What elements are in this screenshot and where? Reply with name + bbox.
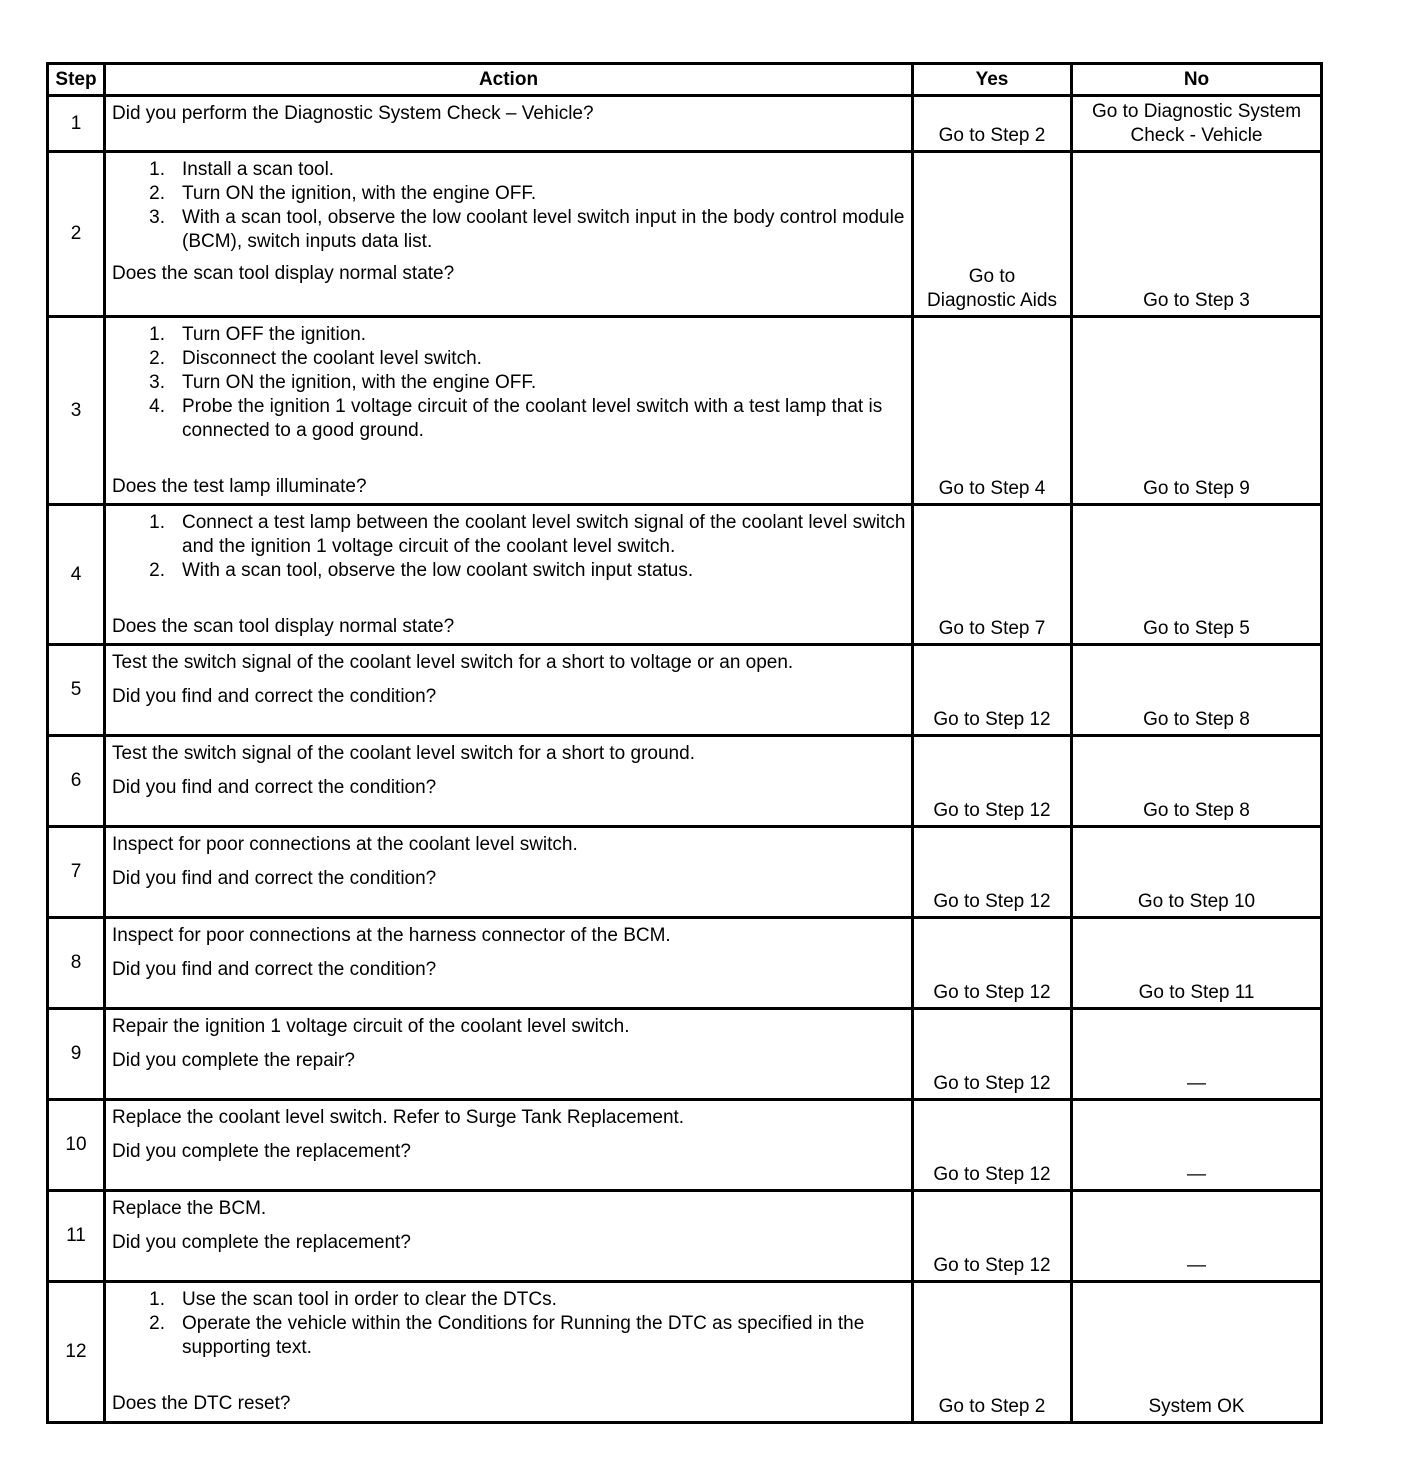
step-number: 11 (48, 1191, 105, 1282)
action-cell (105, 736, 913, 827)
no-outcome-text: System OK (1148, 1396, 1245, 1417)
list-item-text: Install a scan tool. (182, 159, 335, 180)
yes-cell (913, 827, 1072, 918)
yes-cell (913, 1009, 1072, 1100)
table-row (48, 152, 1322, 317)
yes-outcome-text: Go to Step 4 (938, 478, 1046, 499)
no-cell (1072, 1282, 1322, 1423)
no-cell (1072, 1009, 1322, 1100)
no-cell (1072, 827, 1322, 918)
action-question: Does the test lamp illuminate? (112, 476, 367, 497)
list-item-number: 1. (149, 512, 165, 533)
step-number: 6 (48, 736, 105, 827)
yes-cell (913, 96, 1072, 152)
action-intro-text: Test the switch signal of the coolant level switch for a short to ground. (112, 743, 695, 764)
list-item (112, 371, 907, 395)
list-item-number: 4. (149, 396, 165, 417)
list-item-number: 1. (149, 159, 165, 180)
no-outcome-text: — (1187, 1073, 1206, 1094)
no-outcome-text: Go to Step 11 (1138, 982, 1255, 1003)
list-item-text: Turn ON the ignition, with the engine OFF. (182, 372, 537, 393)
action-question: Did you complete the replacement? (112, 1141, 411, 1162)
action-intro (112, 1015, 907, 1039)
step-number: 8 (48, 918, 105, 1009)
table-row (48, 96, 1322, 152)
action-cell (105, 645, 913, 736)
step-number: 4 (48, 505, 105, 645)
table-row (48, 827, 1322, 918)
yes-outcome-text: Go to Step 2 (938, 1396, 1046, 1417)
action-steps-list (112, 158, 907, 254)
list-item-number: 2. (149, 183, 165, 204)
yes-cell (913, 1100, 1072, 1191)
action-steps-list (112, 323, 907, 443)
action-cell (105, 317, 913, 505)
action-intro-text: Test the switch signal of the coolant level switch for a short to voltage or an open. (112, 652, 794, 673)
list-item (112, 323, 907, 347)
list-item-text: Turn ON the ignition, with the engine OFF. (182, 183, 537, 204)
step-number: 9 (48, 1009, 105, 1100)
action-cell (105, 827, 913, 918)
list-item (112, 158, 907, 182)
header-row (48, 64, 1322, 96)
no-outcome-text: Go to Step 5 (1143, 618, 1250, 639)
list-item-text: With a scan tool, observe the low coolant switch input status. (182, 560, 694, 581)
action-intro (112, 833, 907, 857)
action-cell (105, 96, 913, 152)
yes-cell (913, 645, 1072, 736)
step-number: 10 (48, 1100, 105, 1191)
action-question: Did you complete the repair? (112, 1050, 355, 1071)
list-item (112, 347, 907, 371)
no-cell (1072, 96, 1322, 152)
table-row (48, 1009, 1322, 1100)
action-cell (105, 1282, 913, 1423)
action-cell (105, 1100, 913, 1191)
list-item-number: 2. (149, 560, 165, 581)
list-item-text: With a scan tool, observe the low coolant level switch input in the body control module (BCM), switch inputs data list. (182, 207, 905, 252)
no-cell (1072, 317, 1322, 505)
action-intro (112, 1106, 907, 1130)
yes-cell (913, 152, 1072, 317)
list-item-number: 1. (149, 1289, 165, 1310)
action-question: Does the scan tool display normal state? (112, 263, 455, 284)
list-item-number: 2. (149, 348, 165, 369)
yes-cell (913, 1282, 1072, 1423)
list-item-number: 3. (149, 372, 165, 393)
yes-cell (913, 736, 1072, 827)
list-item (112, 206, 907, 254)
table-body (48, 96, 1322, 1423)
no-outcome-text: — (1187, 1164, 1206, 1185)
step-number: 1 (48, 96, 105, 152)
action-intro-text: Inspect for poor connections at the coolant level switch. (112, 834, 578, 855)
no-cell (1072, 152, 1322, 317)
action-cell (105, 1191, 913, 1282)
action-intro (112, 1197, 907, 1221)
table-row (48, 1282, 1322, 1423)
table-row (48, 1100, 1322, 1191)
list-item-text: Disconnect the coolant level switch. (182, 348, 482, 369)
table-row (48, 505, 1322, 645)
action-question: Did you find and correct the condition? (112, 868, 437, 889)
header-action: Action (105, 64, 913, 96)
header-no: No (1072, 64, 1322, 96)
table-row (48, 918, 1322, 1009)
list-item-text: Probe the ignition 1 voltage circuit of the coolant level switch with a test lamp that is connected to a good ground. (182, 396, 883, 441)
yes-outcome-text: Go to Step 12 (933, 891, 1051, 912)
yes-cell (913, 505, 1072, 645)
list-item-number: 3. (149, 207, 165, 228)
step-number: 3 (48, 317, 105, 505)
yes-outcome-text: Go to Step 12 (933, 1164, 1051, 1185)
action-cell (105, 918, 913, 1009)
action-intro-text: Replace the BCM. (112, 1198, 267, 1219)
action-steps-list (112, 511, 907, 583)
yes-outcome-text: Go to Step 12 (933, 1073, 1051, 1094)
action-question: Does the scan tool display normal state? (112, 616, 455, 637)
table-row (48, 645, 1322, 736)
list-item (112, 1312, 907, 1360)
no-cell (1072, 736, 1322, 827)
yes-outcome-text: Diagnostic Aids (927, 290, 1057, 311)
action-cell (105, 505, 913, 645)
action-cell (105, 152, 913, 317)
yes-outcome-text: Go to Step 12 (933, 709, 1051, 730)
list-item (112, 1288, 907, 1312)
no-cell (1072, 918, 1322, 1009)
table-row (48, 736, 1322, 827)
no-cell (1072, 1191, 1322, 1282)
yes-outcome-text: Go to Step 12 (933, 1255, 1051, 1276)
no-outcome-text: — (1187, 1255, 1206, 1276)
step-number: 2 (48, 152, 105, 317)
list-item-number: 2. (149, 1313, 165, 1334)
header-yes: Yes (913, 64, 1072, 96)
list-item-text: Turn OFF the ignition. (182, 324, 367, 345)
no-outcome-text: Go to Step 3 (1143, 290, 1250, 311)
list-item (112, 559, 907, 583)
list-item-text: Connect a test lamp between the coolant level switch signal of the coolant level switch and the ignition 1 voltage circuit of the coolant level switch. (182, 512, 906, 557)
action-intro-text: Replace the coolant level switch. Refer to Surge Tank Replacement. (112, 1107, 685, 1128)
list-item-text: Operate the vehicle within the Conditions for Running the DTC as specified in the supporting text. (182, 1313, 865, 1358)
list-item-number: 1. (149, 324, 165, 345)
no-cell (1072, 505, 1322, 645)
action-question: Did you complete the replacement? (112, 1232, 411, 1253)
list-item (112, 511, 907, 559)
table-row (48, 1191, 1322, 1282)
no-cell (1072, 645, 1322, 736)
yes-cell (913, 317, 1072, 505)
list-item (112, 182, 907, 206)
no-outcome-text: Go to Step 9 (1143, 478, 1250, 499)
action-intro (112, 924, 907, 948)
action-question: Did you find and correct the condition? (112, 686, 437, 707)
no-cell (1072, 1100, 1322, 1191)
action-cell (105, 1009, 913, 1100)
list-item (112, 395, 907, 443)
yes-outcome-text: Go to (968, 266, 1016, 287)
no-outcome-text: Go to Diagnostic System (1091, 101, 1302, 122)
yes-outcome-text: Go to Step 7 (938, 618, 1046, 639)
list-item-text: Use the scan tool in order to clear the DTCs. (182, 1289, 557, 1310)
no-outcome-text: Check - Vehicle (1130, 125, 1263, 146)
action-intro (112, 102, 907, 126)
step-number: 7 (48, 827, 105, 918)
yes-outcome-text: Go to Step 12 (933, 982, 1051, 1003)
action-steps-list (112, 1288, 907, 1360)
diagnostic-table (46, 62, 1323, 1424)
action-question: Did you find and correct the condition? (112, 959, 437, 980)
action-intro (112, 651, 907, 675)
action-intro-text: Inspect for poor connections at the harness connector of the BCM. (112, 925, 671, 946)
action-intro-text: Repair the ignition 1 voltage circuit of the coolant level switch. (112, 1016, 630, 1037)
yes-outcome-text: Go to Step 2 (938, 125, 1046, 146)
yes-cell (913, 1191, 1072, 1282)
action-question: Does the DTC reset? (112, 1393, 291, 1414)
no-outcome-text: Go to Step 8 (1143, 709, 1250, 730)
header-step: Step (48, 64, 105, 96)
no-outcome-text: Go to Step 10 (1137, 891, 1256, 912)
action-intro (112, 742, 907, 766)
step-number: 12 (48, 1282, 105, 1423)
yes-outcome-text: Go to Step 12 (933, 800, 1051, 821)
yes-cell (913, 918, 1072, 1009)
no-outcome-text: Go to Step 8 (1143, 800, 1250, 821)
table-row (48, 317, 1322, 505)
action-intro-text: Did you perform the Diagnostic System Check – Vehicle? (112, 103, 594, 124)
step-number: 5 (48, 645, 105, 736)
action-question: Did you find and correct the condition? (112, 777, 437, 798)
